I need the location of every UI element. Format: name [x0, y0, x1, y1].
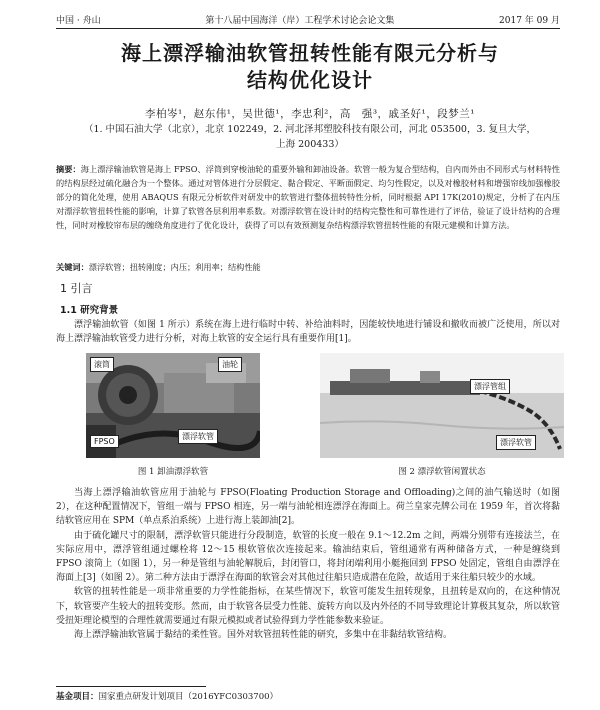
body-paragraph-3: 软管的扭转性能是一项非常重要的力学性能指标，在某些情况下，软管可能发生扭转现象，且扭转是双向的，在这种情况下，软管要产生较大的扭转变形。然而，由于软管各层受力性能、旋转方向以及内外径的不同导致理论计算极其复杂，所以软管受扭矩理论模型的合理性就需要通过有限元模拟或者试验得到力学性能参数来验证。	[56, 587, 561, 626]
running-header	[56, 10, 560, 29]
figure-1-label-fpso: FPSO	[90, 435, 119, 448]
figure-1-photo	[86, 353, 260, 458]
paper-title	[60, 40, 560, 94]
paragraph-background: 漂浮输油软管（如图 1 所示）系统在海上进行临时中转、补给油料时，因能较快地进行铺设和撤收而被广泛使用，所以对海上漂浮输油软管受力进行分析，对海上软管的安全运行具有重要作用[1]。	[56, 320, 560, 344]
header-center: 第十八届中国海洋（岸）工程学术讨论会论文集	[205, 16, 395, 26]
title-line-2: 结构优化设计	[247, 68, 373, 92]
footnote-rule	[56, 686, 206, 687]
funding-text: 国家重点研发计划项目（2016YFC0303700）	[98, 692, 279, 702]
figure-1-label-drum: 滚筒	[90, 357, 114, 372]
funding-label: 基金项目：	[56, 692, 99, 702]
abstract-text: 海上漂浮输油软管是海上 FPSO、浮筒到穿梭油轮的重要外输和卸油设备。软管一般为复合型结构，自内而外由不同形式与材料特性的结构层经过硫化融合为一个整体。通过对管体进行分层假定、黏合假定、平断面假定、均匀性假定，以及对橡胶材料和增强帘线加强橡胶部分的简化处理，使用 ABAQUS 有限元分析软件对研发中的软管进行整体扭转特性分析，同时根据 API 17K(2010)规定，分析了在内压对漂浮软管扭转性能的影响，计算了软管各层利用率系数。对漂浮软管在设计时的结构完整性和可靠性进行了评估，验证了设计结构的合理性，同时对橡胶帘布层的缠绕角度进行了优化设计，获得了可以有效预测复杂结构漂浮软管扭转性能的有限元建模和计算方法。	[56, 164, 560, 231]
figure-2-label-hose-string: 漂浮管组	[470, 379, 510, 394]
affiliation-line-1: （1. 中国石油大学（北京），北京 102249，2. 河北泽邦塑胶科技有限公司，河北 053500，3. 复旦大学，	[83, 124, 537, 135]
body-paragraph-2: 由于硫化罐尺寸的限制，漂浮软管只能进行分段制造，软管的长度一般在 9.1～12.2m 之间，两端分别带有连接法兰，在实际应用中，漂浮管组通过螺栓将 12～15 根软管依次连接起来。输油结束后，管组通常有两种储备方式，一种是缠绕到 FPSO 滚筒上（如图 1），另一种是管组与油轮解脱后，封闭管口，将封闭端利用小艇拖回到 FPSO 处固定，管组自由漂浮在海面上[3]（如图 2）。第二种方法由于漂浮在海面的软管会对其他过往船只造成潜在危险，故适用于来往船只较少的水域。	[56, 530, 560, 584]
figure-2-caption: 图 2 漂浮软管闲置状态	[398, 467, 486, 477]
body-text	[56, 486, 560, 642]
keywords	[56, 262, 560, 273]
affiliation-line-2: 上海 200433）	[276, 139, 344, 150]
funding-note	[56, 690, 278, 702]
figure-2-photo	[320, 353, 564, 458]
abstract-label: 摘要：	[56, 164, 81, 174]
keywords-label: 关键词：	[56, 262, 89, 272]
body-paragraph-4: 海上漂浮输油软管属于黏结的柔性管。国外对软管扭转性能的研究，多集中在非黏结软管结构。	[74, 630, 453, 641]
body-paragraph-1: 当海上漂浮输油软管应用于油轮与 FPSO(Floating Production Storage and Offloading)之间的油气输送时（如图 2），在这种配置情况下，管组一端与 FPSO 相连，另一端与油轮相连漂浮在海面上。荷兰皇家壳牌公司在 1959 年，首次将黏结软管应用在 SPM（单点系泊系统）上进行海上装卸油[2]。	[56, 488, 560, 527]
keywords-text: 漂浮软管；扭转刚度；内压；利用率；结构性能	[88, 262, 261, 272]
figure-1-label-hose: 漂浮软管	[178, 429, 218, 444]
header-right: 2017 年 09 月	[499, 16, 560, 26]
header-left: 中国 · 舟山	[56, 16, 101, 26]
abstract	[56, 162, 560, 232]
title-line-1: 海上漂浮输油软管扭转性能有限元分析与	[121, 41, 499, 65]
figure-1-caption: 图 1 卸油漂浮软管	[137, 467, 209, 477]
author-list: 李柏岑¹，赵东伟¹，吴世德¹，李忠利²，高 强³，戚圣好¹，段梦兰¹	[145, 108, 475, 120]
figure-2-label-hose: 漂浮软管	[496, 435, 536, 450]
section-heading-intro: 1 引言	[60, 282, 93, 295]
figure-1-label-tanker: 油轮	[218, 357, 242, 372]
subsection-heading-background: 1.1 研究背景	[60, 305, 119, 316]
affiliations	[50, 122, 570, 152]
